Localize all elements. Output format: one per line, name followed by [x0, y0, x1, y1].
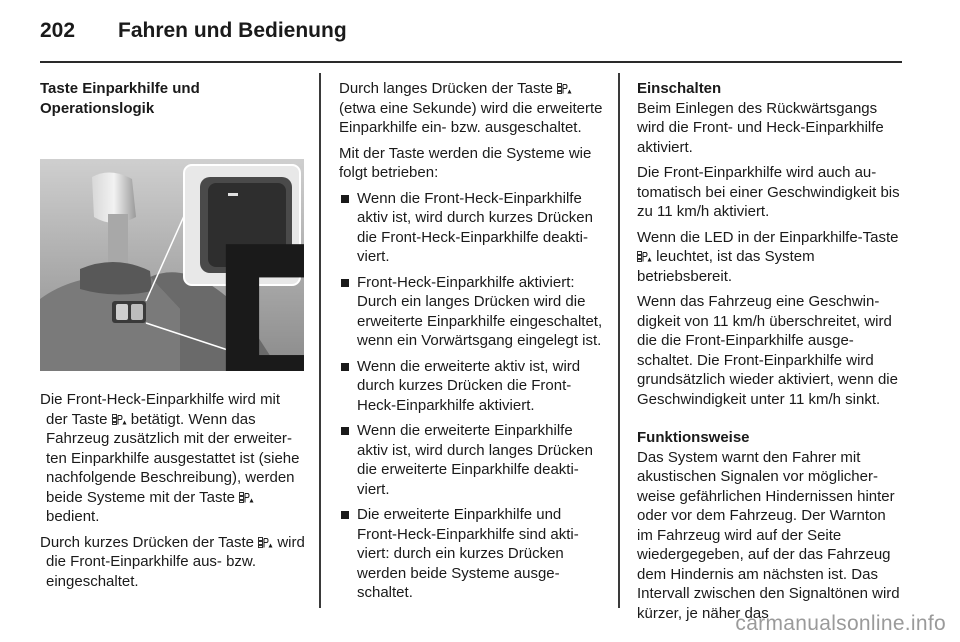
- list-item: Wenn die erweiterte Einparkhilfe aktiv ist, wird durch langes Drücken die erweiterte Einparkhilfe deaktiviert.: [339, 421, 603, 499]
- paragraph-7: Wenn die LED in der Einparkhilfe-Taste leuchtet, ist das System betriebsbereit.: [637, 228, 899, 285]
- parking-button-photo: [40, 159, 304, 371]
- list-item: Wenn die Front-Heck-Einparkhilfe aktiv ist, wird durch kurzes Drücken die Front-Heck-Einparkhilfe deaktiviert.: [339, 189, 603, 267]
- parking-assist-icon: [239, 492, 254, 503]
- parking-assist-icon: [557, 83, 572, 94]
- column-1: [40, 79, 305, 597]
- paragraph-6: Die Front-Einparkhilfe wird auch automatisch bei einer Geschwindigkeit bis zu 11 km/h aktiviert.: [637, 164, 900, 220]
- section-heading: Taste Einparkhilfe und Operationslogik: [40, 80, 200, 117]
- page-number: 202: [40, 19, 76, 42]
- watermark: carmanualsonline.info: [735, 612, 946, 635]
- section-heading: Funktionsweise: [637, 429, 750, 446]
- list-item: Wenn die erweiterte aktiv ist, wird durch kurzes Drücken die Front-Heck-Einparkhilfe aktiviert.: [339, 357, 603, 416]
- column-divider-2: [618, 73, 620, 608]
- page-header: [40, 18, 902, 44]
- parking-assist-icon: [258, 537, 273, 548]
- paragraph-5: Beim Einlegen des Rückwärtsgangs wird die Front- und Heck-Einparkhilfe aktiviert.: [637, 99, 884, 156]
- page-title: Fahren und Bedienung: [118, 19, 347, 42]
- parking-assist-icon: [637, 251, 652, 262]
- column-2: [339, 79, 603, 609]
- list-item: Die erweiterte Einparkhilfe und Front-Heck-Einparkhilfe sind aktiviert: durch ein kurzes Drücken werden beide Systeme ausgeschaltet.: [339, 505, 603, 603]
- section-heading: Einschalten: [637, 80, 722, 97]
- header-rule: [40, 61, 902, 63]
- list-item: Front-Heck-Einparkhilfe aktiviert: Durch ein langes Drücken wird die erweiterte Einparkhilfe eingeschaltet, wenn ein Vorwärtsgang eingelegt ist.: [339, 273, 603, 351]
- column-divider-1: [319, 73, 321, 608]
- paragraph-2: Durch kurzes Drücken der Taste wird die Front-Einparkhilfe aus- bzw. eingeschaltet.: [40, 533, 305, 590]
- column-3: [637, 79, 903, 629]
- paragraph-1: Die Front-Heck-Einparkhilfe wird mit der Taste betätigt. Wenn das Fahrzeug zusätzlich mit der erweiterten Einparkhilfe ausgestattet ist (siehe nachfolgende Beschreibung), werden beide Systeme mit der Taste bedient.: [40, 391, 300, 525]
- paragraph-8: Wenn das Fahrzeug eine Geschwindigkeit von 11 km/h überschreitet, wird die die Front-Einparkhilfe ausgeschaltet. Die Front-Einparkhilfe wird grundsätzlich wieder aktiviert, wenn die Geschwindigkeit unter 11 km/h sinkt.: [637, 293, 898, 408]
- paragraph-3: Durch langes Drücken der Taste (etwa eine Sekunde) wird die erweiterte Einparkhilfe ein- bzw. ausgeschaltet.: [339, 80, 603, 136]
- operation-list: [339, 189, 603, 603]
- paragraph-4: Mit der Taste werden die Systeme wie folgt betrieben:: [339, 144, 592, 181]
- paragraph-9: Das System warnt den Fahrer mit akustischen Signalen vor möglicherweise gefährlichen Hindernissen hinter oder vor dem Fahrzeug. Der Warnton im Fahrzeug wird auf der Seite wiedergegeben, auf der das Fahrzeug dem Hindernis am nächsten ist. Das Intervall zwischen den Signaltönen wird kürzer, je näher das: [637, 448, 900, 622]
- parking-assist-icon: [112, 414, 127, 425]
